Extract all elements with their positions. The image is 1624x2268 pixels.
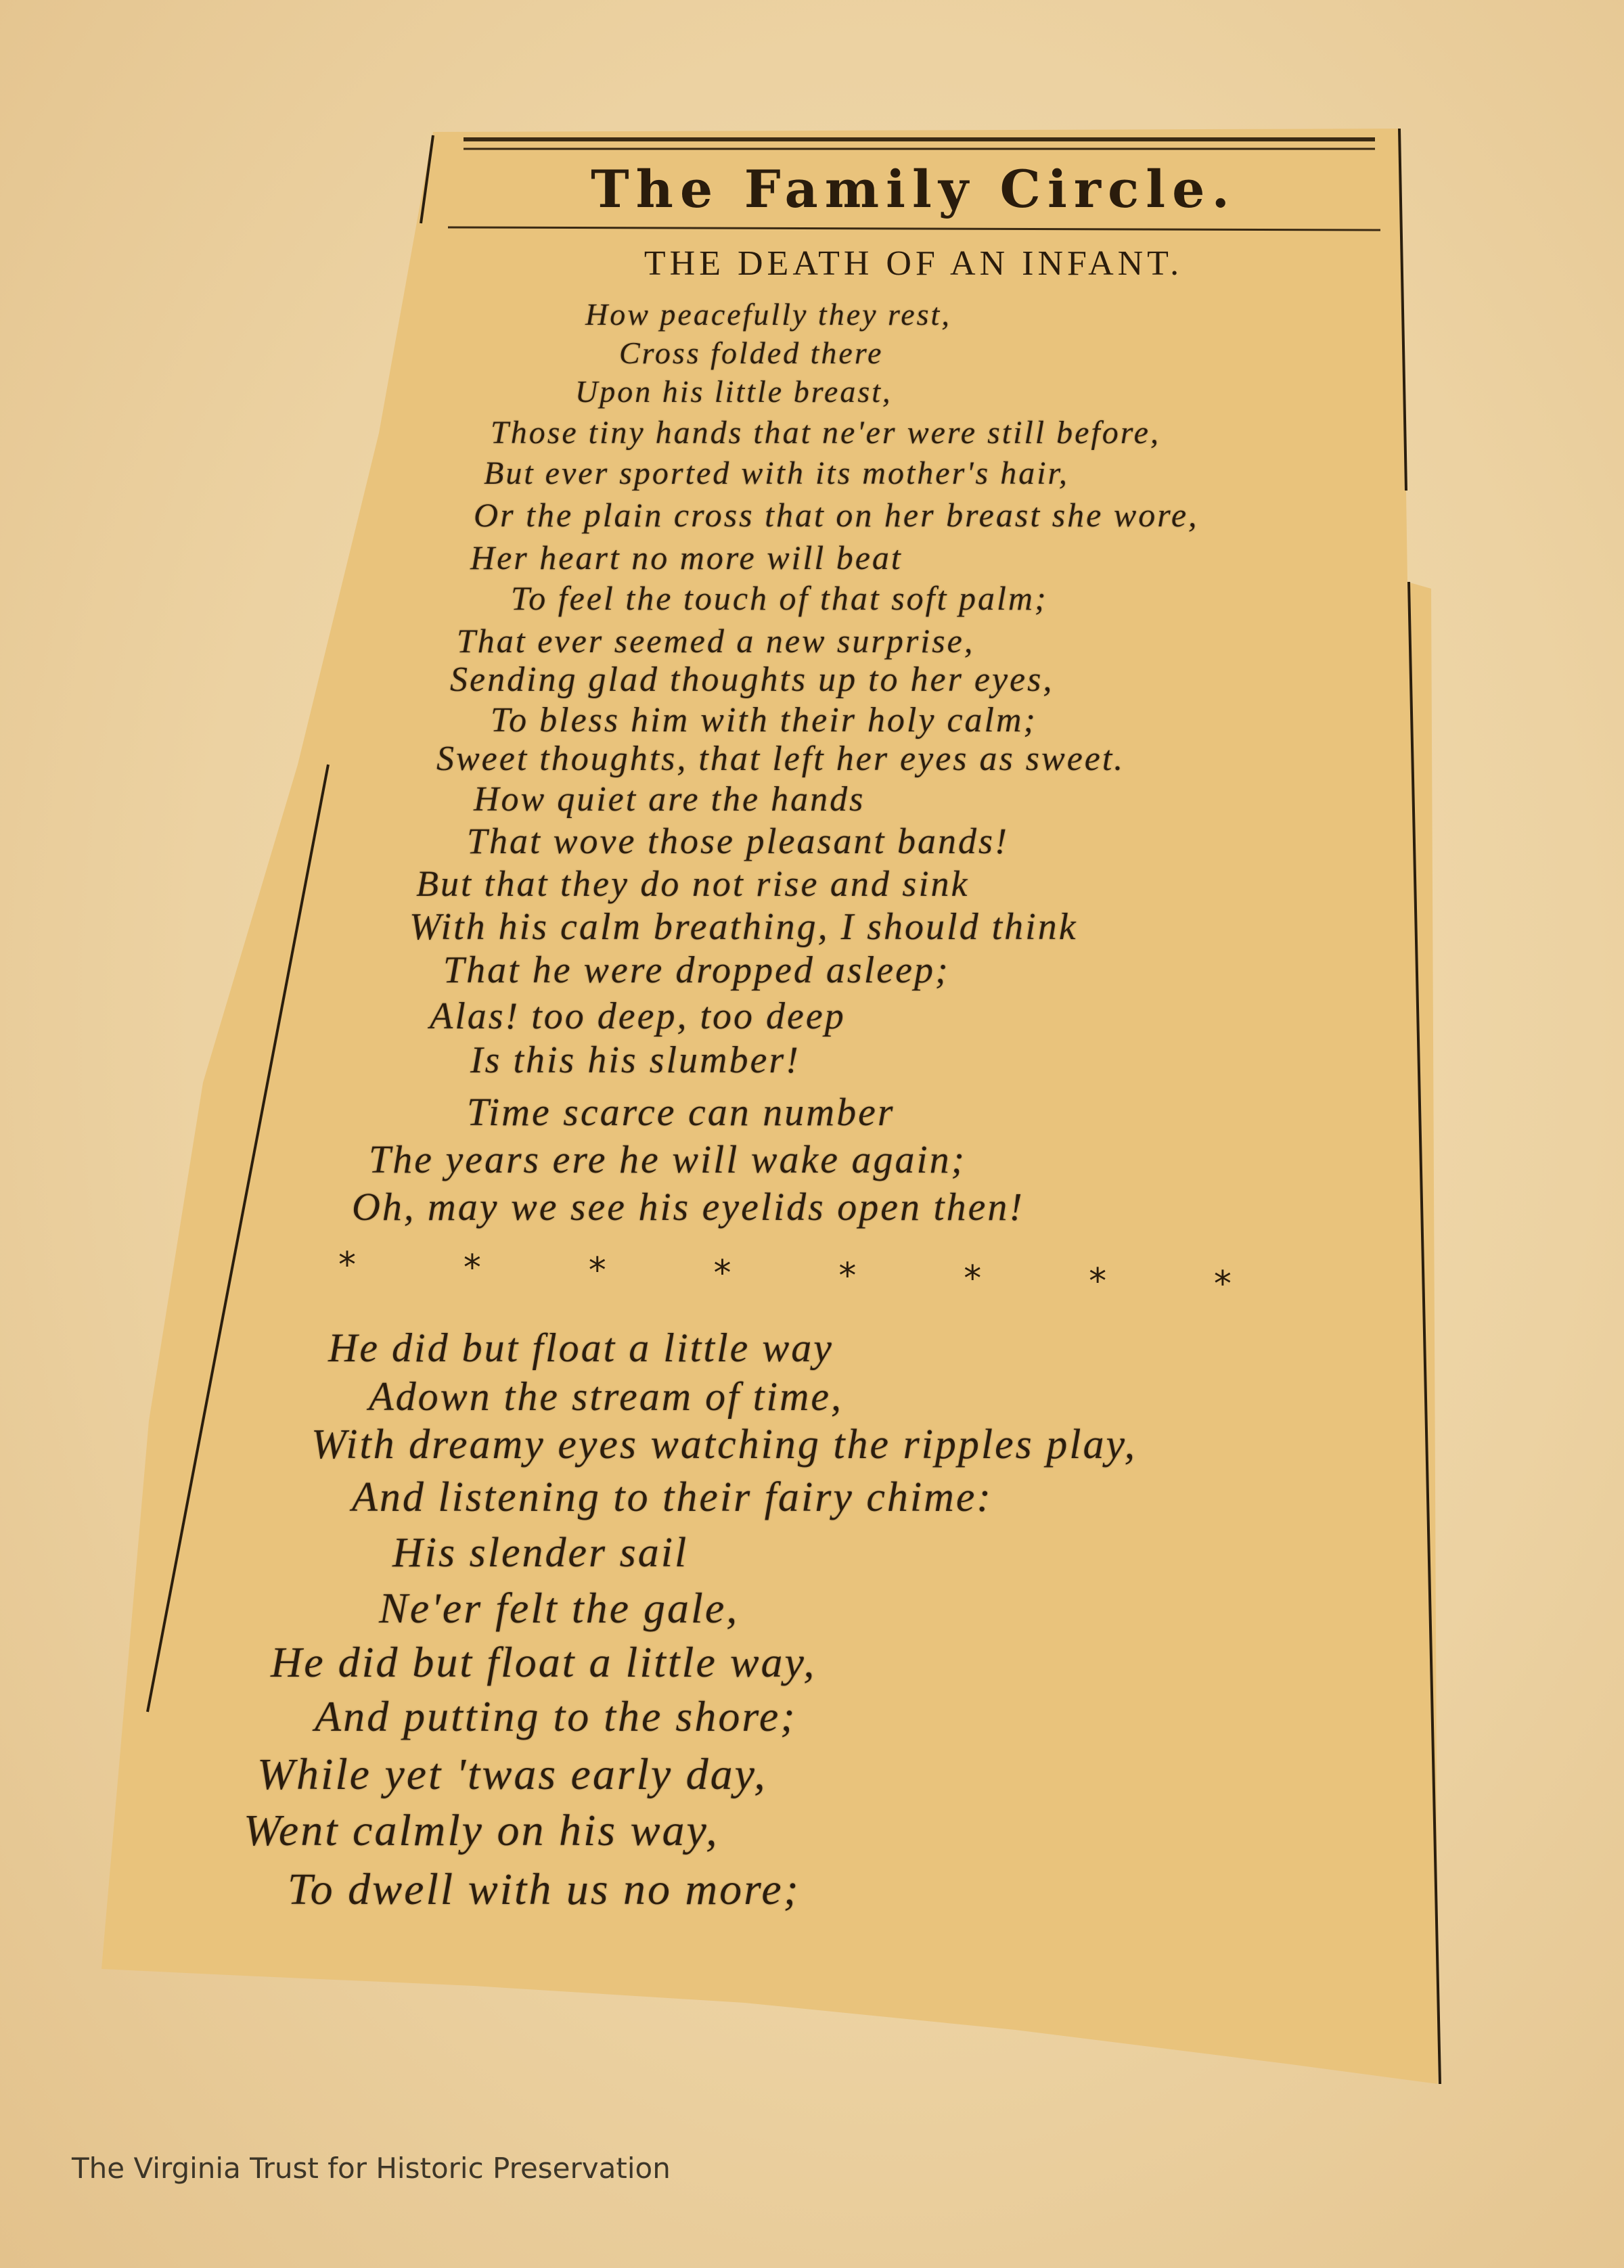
poem-line: Ne'er felt the gale, bbox=[379, 1584, 740, 1632]
poem-line: To bless him with their holy calm; bbox=[491, 701, 1037, 740]
poem-line: Cross folded there bbox=[619, 336, 884, 370]
poem-line: But that they do not rise and sink bbox=[416, 863, 970, 904]
separator-star: * bbox=[1213, 1264, 1232, 1305]
poem-line: Upon his little breast, bbox=[575, 374, 893, 409]
poem-line: He did but float a little way, bbox=[271, 1638, 817, 1686]
poem-line: And putting to the shore; bbox=[315, 1692, 797, 1740]
poem-line: Her heart no more will beat bbox=[470, 539, 903, 576]
separator-star: * bbox=[838, 1256, 857, 1296]
poem-line: Those tiny hands that ne'er were still before, bbox=[491, 415, 1160, 451]
poem-line: How quiet are the hands bbox=[474, 780, 865, 819]
poem-line: With dreamy eyes watching the ripples play, bbox=[311, 1422, 1137, 1468]
poem-line: With his calm breathing, I should think bbox=[409, 906, 1078, 948]
poem-line: Time scarce can number bbox=[467, 1090, 895, 1134]
photo-credit: The Virginia Trust for Historic Preservation bbox=[72, 2152, 671, 2185]
poem-line: His slender sail bbox=[392, 1530, 689, 1576]
poem-line: That he were dropped asleep; bbox=[443, 949, 950, 991]
poem-line: The years ere he will wake again; bbox=[369, 1137, 966, 1181]
poem-line: While yet 'twas early day, bbox=[257, 1750, 767, 1799]
poem-line: But ever sported with its mother's hair, bbox=[484, 455, 1069, 491]
separator-star: * bbox=[1089, 1261, 1107, 1302]
separator-star: * bbox=[964, 1258, 982, 1299]
poem-line: Sending glad thoughts up to her eyes, bbox=[450, 660, 1054, 699]
masthead: The Family Circle. bbox=[591, 159, 1236, 219]
poem-line: He did but float a little way bbox=[328, 1325, 834, 1370]
separator-star: * bbox=[338, 1245, 356, 1286]
stanza-separator bbox=[338, 1245, 1232, 1305]
poem-line: Sweet thoughts, that left her eyes as sweet. bbox=[436, 740, 1125, 778]
poem-title: THE DEATH OF AN INFANT. bbox=[644, 244, 1183, 283]
poem-line: To feel the touch of that soft palm; bbox=[511, 579, 1048, 617]
poem-line: And listening to their fairy chime: bbox=[352, 1474, 993, 1520]
poem-line: To dwell with us no more; bbox=[288, 1865, 800, 1914]
separator-star: * bbox=[463, 1248, 481, 1288]
poem-line: Adown the stream of time, bbox=[369, 1374, 844, 1419]
poem-line: That wove those pleasant bands! bbox=[467, 821, 1009, 861]
poem-line: Oh, may we see his eyelids open then! bbox=[352, 1185, 1024, 1229]
poem-line: Alas! too deep, too deep bbox=[430, 995, 846, 1037]
separator-star: * bbox=[588, 1250, 606, 1291]
poem-line: That ever seemed a new surprise, bbox=[457, 622, 975, 660]
poem-line: Went calmly on his way, bbox=[244, 1806, 719, 1855]
poem-line: Is this his slumber! bbox=[470, 1039, 800, 1081]
separator-star: * bbox=[713, 1253, 731, 1294]
poem-line: Or the plain cross that on her breast she wore, bbox=[474, 496, 1199, 534]
poem-line: How peacefully they rest, bbox=[585, 297, 951, 332]
